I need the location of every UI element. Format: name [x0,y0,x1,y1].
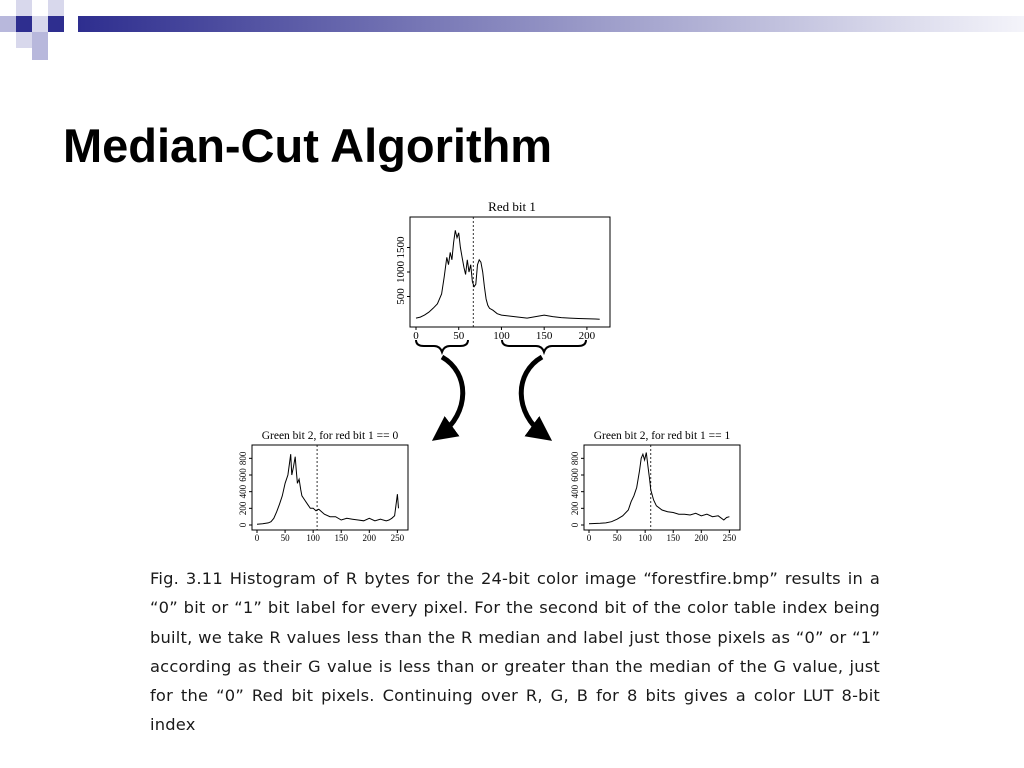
bottom-left-histogram [238,430,408,543]
figure-caption: Fig. 3.11 Histogram of R bytes for the 24-bit color image “forestfire.bmp” results in a “0” bit or “1” bit label for every pixel. For the second bit of the color table index being built, we take R values less than the R median and label just those pixels as “0” or “1” according as their G value is less than or greater than the median of the G value, just for the “0” Red bit pixels. Continuing over R, G, B for 8 bits gives a color LUT 8-bit index [150,569,880,735]
y-tick-label: 600 [238,468,248,482]
top-histogram [395,199,610,352]
x-tick-label: 0 [413,330,419,342]
x-tick-label: 100 [306,533,320,543]
y-tick-label: 0 [570,522,580,528]
y-tick-label: 800 [570,451,580,466]
y-tick-label: 1500 [395,236,407,259]
top-chart-frame [410,217,610,327]
y-tick-label: 500 [395,288,407,305]
x-tick-label: 250 [722,533,737,543]
bottom-left-histogram-curve [257,454,399,524]
y-tick-label: 400 [570,484,580,499]
y-tick-label: 800 [238,451,248,466]
bottom-left-chart-title: Green bit 2, for red bit 1 == 0 [261,430,399,442]
left-arrow [440,357,463,435]
checker-squares [0,0,64,60]
x-tick-label: 250 [390,533,405,543]
x-tick-label: 100 [638,533,652,543]
x-tick-label: 200 [578,330,596,342]
x-tick-label: 200 [694,533,709,543]
histogram-figure [230,195,790,555]
right-arrow [521,357,544,435]
x-tick-label: 50 [612,533,622,543]
y-tick-label: 200 [570,501,580,516]
x-tick-label: 150 [666,533,680,543]
bottom-right-histogram-curve [589,453,729,524]
y-tick-label: 0 [238,522,248,528]
top-histogram-curve [416,230,600,319]
x-tick-label: 0 [586,533,592,543]
slide-title: Median-Cut Algorithm [63,119,553,172]
x-tick-label: 150 [334,533,348,543]
bottom-right-chart-title: Green bit 2, for red bit 1 == 1 [593,430,731,442]
slide-header-decoration [0,0,1024,70]
y-tick-label: 200 [238,501,248,516]
x-tick-label: 0 [254,533,260,543]
x-tick-label: 50 [280,533,290,543]
bottom-right-histogram [570,430,740,543]
bottom-right-chart-frame [584,445,740,530]
x-tick-label: 50 [453,330,465,342]
y-tick-label: 600 [570,468,580,482]
bottom-left-chart-frame [252,445,408,530]
header-gradient-bar [78,16,1024,32]
x-tick-label: 150 [535,330,553,342]
x-tick-label: 100 [493,330,510,342]
y-tick-label: 400 [238,484,248,499]
y-tick-label: 1000 [395,261,407,283]
top-chart-title: Red bit 1 [488,199,536,214]
x-tick-label: 200 [362,533,377,543]
